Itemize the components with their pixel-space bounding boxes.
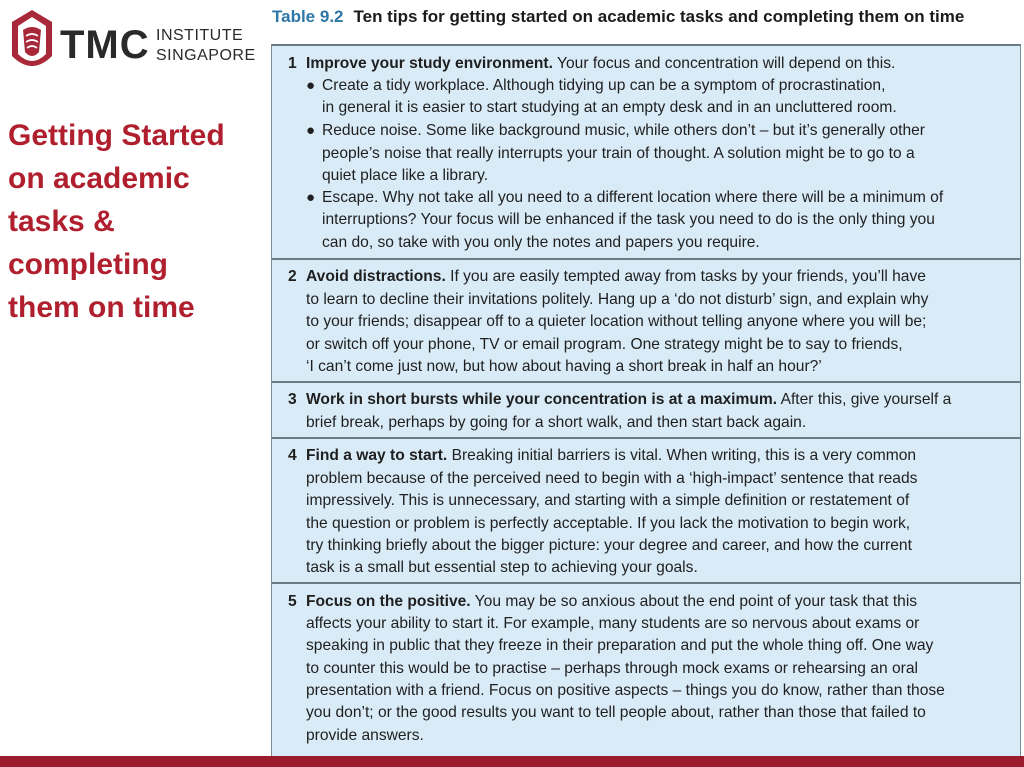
tip-line: ‘I can’t come just now, but how about having a short break in half an hour?’ — [306, 358, 822, 375]
tip-heading: Improve your study environment. — [306, 55, 553, 72]
bullet-icon: ● — [306, 77, 316, 94]
tip-line: provide answers. — [306, 727, 424, 744]
tip-line: people’s noise that really interrupts your train of thought. A solution might be to go to a — [322, 145, 915, 162]
bottom-bar — [0, 756, 1024, 767]
tip-row-4 — [272, 439, 1020, 584]
tip-number: 2 — [288, 268, 297, 285]
slide-title-line: them on time — [8, 291, 195, 324]
tip-line: Reduce noise. Some like background music, while others don’t – but it’s generally other — [322, 122, 926, 139]
tip-row-2 — [272, 260, 1020, 383]
tip-line: you don’t; or the good results you want to tell people about, rather than those that failed to — [306, 704, 926, 721]
tip-first-text: Your focus and concentration will depend on this. — [552, 55, 896, 72]
tmc-logo — [6, 4, 256, 84]
tip-line: Create a tidy workplace. Although tidying up can be a symptom of procrastination, — [322, 77, 886, 94]
tip-line: Escape. Why not take all you need to a different location where there will be a minimum of — [322, 189, 944, 206]
tip-number: 3 — [288, 391, 297, 408]
logo-line2: SINGAPORE — [156, 47, 256, 64]
tip-line: in general it is easier to start studying at an empty desk and in an uncluttered room. — [322, 99, 897, 116]
tip-first-line — [306, 391, 951, 409]
tips-table — [271, 44, 1021, 756]
tip-first-text: If you are easily tempted away from tasks by your friends, you’ll have — [445, 268, 926, 285]
tip-first-text: Breaking initial barriers is vital. When writing, this is a very common — [447, 447, 917, 464]
table-caption — [272, 7, 1022, 27]
tip-first-line — [306, 447, 916, 465]
crest-icon — [12, 10, 52, 66]
tip-line: presentation with a friend. Focus on positive aspects – things you do know, rather than those — [306, 682, 945, 699]
tip-row-3 — [272, 383, 1020, 439]
tip-line: brief break, perhaps by going for a short walk, and then start back again. — [306, 414, 807, 431]
tip-line: affects your ability to start it. For example, many students are so nervous about exams or — [306, 615, 920, 632]
tip-line: to your friends; disappear off to a quieter location without telling anyone where you will be; — [306, 313, 927, 330]
tip-heading: Find a way to start. — [306, 447, 448, 464]
table-number: Table 9.2 — [272, 7, 344, 26]
slide-title — [8, 114, 258, 329]
tip-line: can do, so take with you only the notes and papers you require. — [322, 234, 760, 251]
tip-line: problem because of the perceived need to begin with a ‘high-impact’ sentence that reads — [306, 470, 918, 487]
tip-first-line — [306, 268, 926, 286]
tip-line: try thinking briefly about the bigger picture: your degree and career, and how the current — [306, 537, 912, 554]
tip-line: the question or problem is perfectly acceptable. If you lack the motivation to begin work, — [306, 515, 911, 532]
bullet-icon: ● — [306, 122, 316, 139]
logo-brand: TMC — [60, 23, 150, 67]
tip-heading: Work in short bursts while your concentration is at a maximum. — [306, 391, 778, 408]
tip-first-line — [306, 593, 917, 611]
slide-title-line: Getting Started — [8, 119, 225, 152]
tip-first-text: You may be so anxious about the end point of your task that this — [470, 593, 918, 610]
tip-first-line — [306, 55, 895, 73]
tip-heading: Avoid distractions. — [306, 268, 446, 285]
tip-line: impressively. This is unnecessary, and starting with a simple definition or restatement of — [306, 492, 910, 509]
slide-title-line: on academic — [8, 162, 190, 195]
tip-line: speaking in public that they freeze in their preparation and put the whole thing off. One way — [306, 637, 934, 654]
bullet-icon: ● — [306, 189, 316, 206]
tip-number: 5 — [288, 593, 297, 610]
table-caption-text: Ten tips for getting started on academic tasks and completing them on time — [353, 7, 965, 26]
tip-number: 4 — [288, 447, 297, 464]
tip-number: 1 — [288, 55, 297, 72]
tip-line: interruptions? Your focus will be enhanced if the task you need to do is the only thing you — [322, 211, 935, 228]
tip-heading: Focus on the positive. — [306, 593, 471, 610]
slide-title-line: completing — [8, 248, 169, 281]
logo-line1: INSTITUTE — [156, 27, 244, 44]
tip-line: to counter this would be to practise – perhaps through mock exams or rehearsing an oral — [306, 660, 918, 677]
tip-first-text: After this, give yourself a — [777, 391, 952, 408]
tip-row-5 — [272, 584, 1020, 756]
tip-line: quiet place like a library. — [322, 167, 489, 184]
tip-row-1 — [272, 46, 1020, 260]
slide-title-line: tasks & — [8, 205, 115, 238]
tip-line: to learn to decline their invitations politely. Hang up a ‘do not disturb’ sign, and explain why — [306, 291, 929, 308]
tip-line: or switch off your phone, TV or email program. One strategy might be to say to friends, — [306, 336, 903, 353]
tip-line: task is a small but essential step to achieving your goals. — [306, 559, 698, 576]
